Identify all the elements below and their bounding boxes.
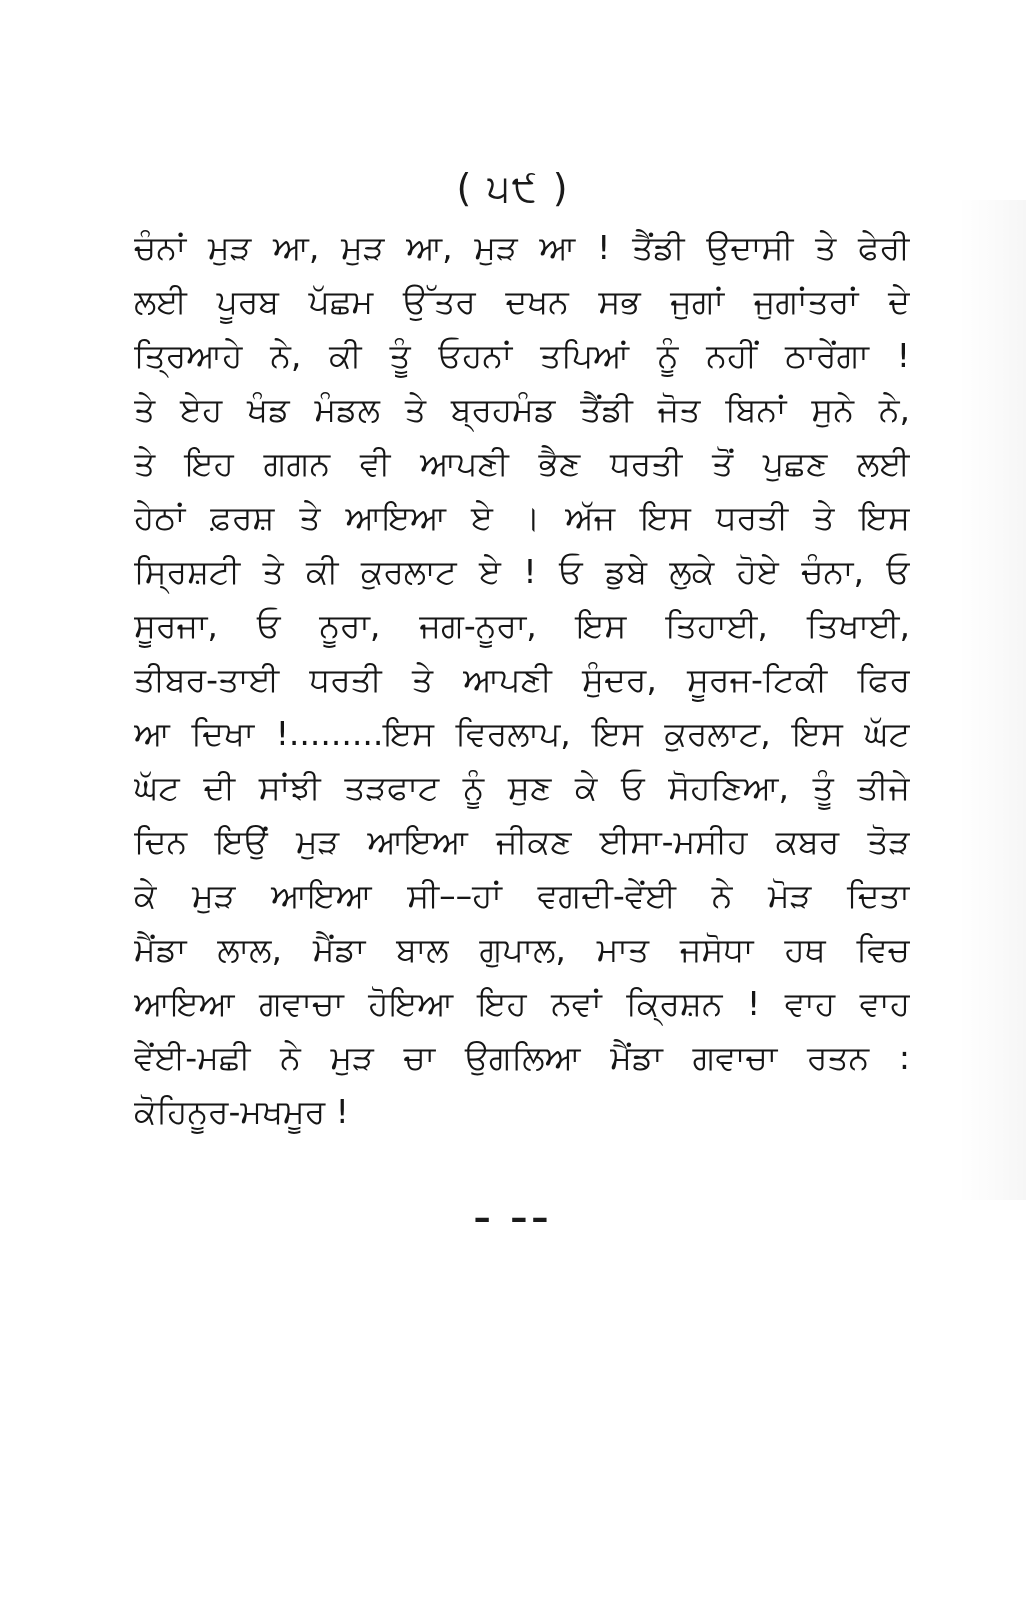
- text-line: ਆਇਆ ਗਵਾਚਾ ਹੋਇਆ ਇਹ ਨਵਾਂ ਕ੍ਰਿਸ਼ਨ ! ਵਾਹ ਵਾਹ: [134, 984, 910, 1023]
- page-number: ( ੫੯ ): [456, 166, 570, 210]
- text-line: ਚੰਨਾਂ ਮੁੜ ਆ, ਮੁੜ ਆ, ਮੁੜ ਆ ! ਤੈਂਡੀ ਉਦਾਸੀ ਤੇ ਫੇਰੀ: [134, 228, 910, 267]
- text-line: ਦਿਨ ਇਉਂ ਮੁੜ ਆਇਆ ਜੀਕਣ ਈਸਾ-ਮਸੀਹ ਕਬਰ ਤੋੜ: [134, 822, 910, 861]
- text-line: ਕੇ ਮੁੜ ਆਇਆ ਸੀ––ਹਾਂ ਵਗਦੀ-ਵੇਂਈ ਨੇ ਮੋੜ ਦਿਤਾ: [134, 876, 910, 915]
- text-line: ਘੱਟ ਦੀ ਸਾਂਝੀ ਤੜਫਾਟ ਨੂੰ ਸੁਣ ਕੇ ਓ ਸੋਹਣਿਆ, ਤੂੰ ਤੀਜੇ: [134, 768, 910, 807]
- text-line: ਸ੍ਰਿਸ਼ਟੀ ਤੇ ਕੀ ਕੁਰਲਾਟ ਏ ! ਓ ਡੁਬੇ ਲੁਕੇ ਹੋਏ ਚੰਨਾ, ਓ: [134, 552, 910, 591]
- text-line: ਲਈ ਪੂਰਬ ਪੱਛਮ ਉੱਤਰ ਦਖਨ ਸਭ ਜੁਗਾਂ ਜੁਗਾਂਤਰਾਂ ਦੇ: [134, 282, 910, 321]
- text-line: ਤ੍ਰਿਆਹੇ ਨੇ, ਕੀ ਤੂੰ ਓਹਨਾਂ ਤਪਿਆਂ ਨੂੰ ਨਹੀਂ ਠਾਰੇਂਗਾ !: [134, 336, 910, 375]
- scan-shadow-edge: [958, 200, 1026, 1200]
- text-line: ਤੀਬਰ-ਤਾਈ ਧਰਤੀ ਤੇ ਆਪਣੀ ਸੁੰਦਰ, ਸੂਰਜ-ਟਿਕੀ ਫਿਰ: [134, 660, 910, 699]
- text-line: ਹੇਠਾਂ ਫ਼ਰਸ਼ ਤੇ ਆਇਆ ਏ । ਅੱਜ ਇਸ ਧਰਤੀ ਤੇ ਇਸ: [134, 498, 910, 537]
- text-line-last: ਕੋਹਿਨੂਰ-ਮਖਮੂਰ !: [134, 1092, 349, 1131]
- text-line: ਤੇ ਇਹ ਗਗਨ ਵੀ ਆਪਣੀ ਭੈਣ ਧਰਤੀ ਤੋਂ ਪੁਛਣ ਲਈ: [134, 444, 910, 483]
- text-line: ਸੂਰਜਾ, ਓ ਨੂਰਾ, ਜਗ-ਨੂਰਾ, ਇਸ ਤਿਹਾਈ, ਤਿਖਾਈ,: [134, 606, 910, 645]
- body-text: [134, 221, 910, 1139]
- text-line: ਤੇ ਏਹ ਖੰਡ ਮੰਡਲ ਤੇ ਬ੍ਰਹਮੰਡ ਤੈਂਡੀ ਜੋਤ ਬਿਨਾਂ ਸੁਨੇ ਨੇ,: [134, 390, 910, 429]
- text-line: ਵੇਂਈ-ਮਛੀ ਨੇ ਮੁੜ ਚਾ ਉਗਲਿਆ ਮੈਂਡਾ ਗਵਾਚਾ ਰਤਨ :: [134, 1038, 910, 1077]
- text-line: ਮੈਂਡਾ ਲਾਲ, ਮੈਂਡਾ ਬਾਲ ਗੁਪਾਲ, ਮਾਤ ਜਸੋਧਾ ਹਥ ਵਿਚ: [134, 930, 910, 969]
- section-end-mark: – ––: [473, 1198, 553, 1238]
- text-line: ਆ ਦਿਖਾ !.........ਇਸ ਵਿਰਲਾਪ, ਇਸ ਕੁਰਲਾਟ, ਇਸ ਘੱਟ: [134, 714, 910, 753]
